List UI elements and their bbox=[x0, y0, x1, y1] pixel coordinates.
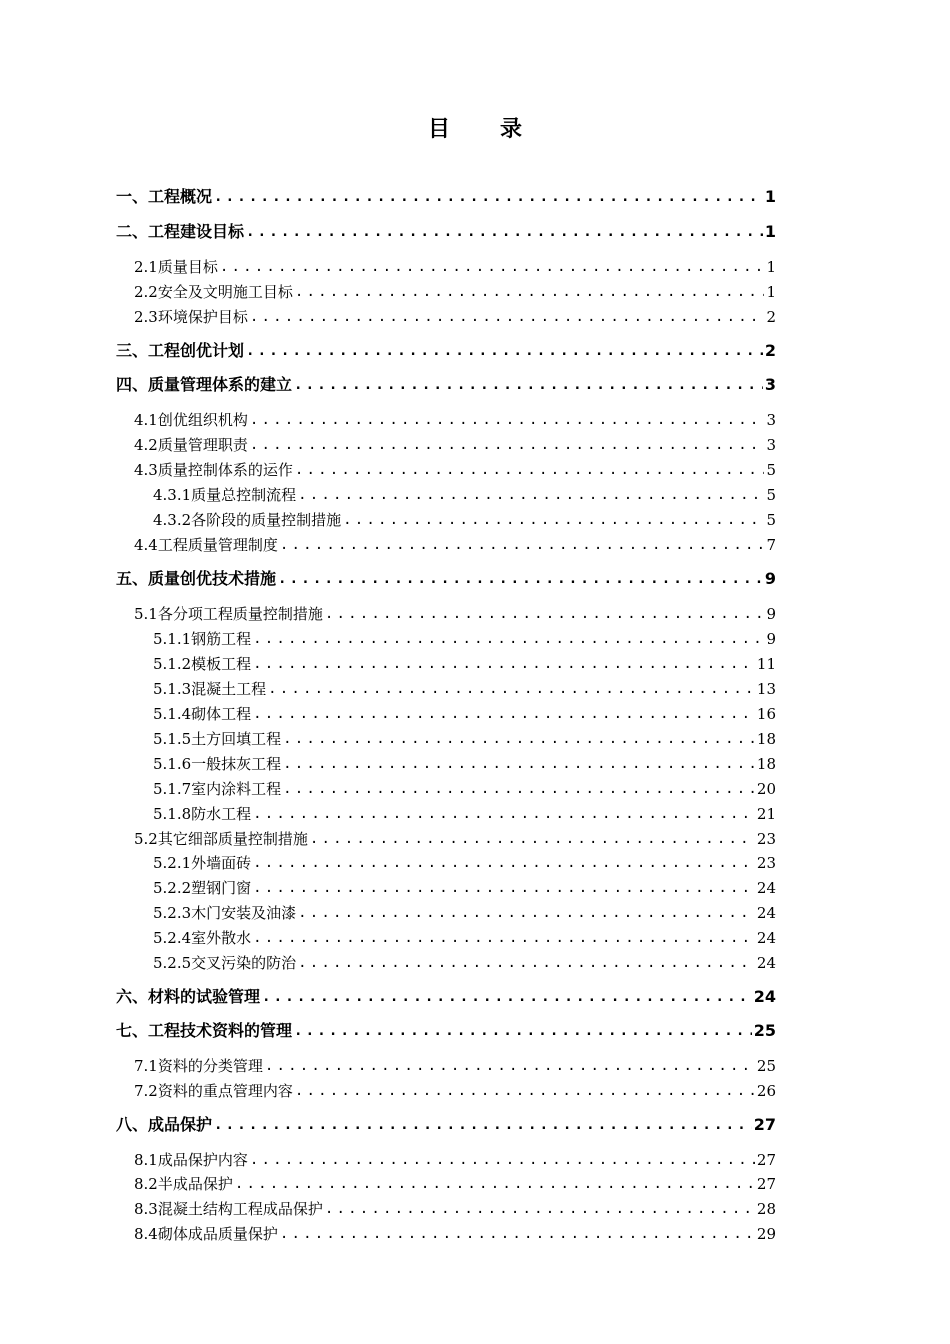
toc-entry[interactable] bbox=[134, 435, 776, 455]
toc-entry-page-number: 25 bbox=[756, 1057, 776, 1075]
toc-entry-title: 8.1成品保护内容 bbox=[134, 1151, 248, 1169]
page-title: 目 录 bbox=[427, 117, 536, 142]
toc-leader-dots bbox=[235, 1174, 755, 1194]
toc-entry-title: 5.1.1钢筋工程 bbox=[153, 630, 252, 648]
toc-entry[interactable] bbox=[153, 510, 776, 530]
toc-entry-title: 一、工程概况 bbox=[116, 187, 213, 206]
toc-entry[interactable] bbox=[134, 307, 776, 327]
toc-entry-page-number: 18 bbox=[756, 755, 776, 773]
toc-entry[interactable] bbox=[134, 1199, 776, 1219]
toc-entry-page-number: 5 bbox=[766, 511, 776, 529]
toc-entry-title: 4.2质量管理职责 bbox=[134, 436, 248, 454]
toc-entry-page-number: 5 bbox=[766, 486, 776, 504]
toc-entry[interactable] bbox=[134, 1174, 776, 1194]
toc-leader-dots bbox=[283, 729, 755, 749]
toc-entry-title: 四、质量管理体系的建立 bbox=[116, 375, 293, 394]
toc-leader-dots bbox=[268, 679, 755, 699]
toc-entry[interactable] bbox=[116, 222, 776, 242]
toc-leader-dots bbox=[298, 485, 764, 505]
toc-leader-dots bbox=[253, 878, 755, 898]
toc-entry-page-number: 13 bbox=[756, 680, 776, 698]
toc-entry-page-number: 23 bbox=[756, 854, 776, 872]
toc-leader-dots bbox=[220, 257, 765, 277]
toc-entry-page-number: 24 bbox=[756, 904, 776, 922]
toc-entry-title: 5.1.6一般抹灰工程 bbox=[153, 755, 282, 773]
toc-entry-title: 5.1.8防水工程 bbox=[153, 805, 252, 823]
toc-entry[interactable] bbox=[134, 282, 776, 302]
toc-entry-title: 4.3质量控制体系的运作 bbox=[134, 461, 293, 479]
toc-entry-title: 7.2资料的重点管理内容 bbox=[134, 1082, 293, 1100]
toc-leader-dots bbox=[283, 779, 755, 799]
toc-entry-page-number: 3 bbox=[766, 436, 776, 454]
toc-entry[interactable] bbox=[134, 257, 776, 277]
toc-entry[interactable] bbox=[116, 341, 776, 361]
toc-entry-page-number: 29 bbox=[756, 1225, 776, 1243]
toc-entry-title: 5.1.4砌体工程 bbox=[153, 705, 252, 723]
toc-entry-title: 八、成品保护 bbox=[116, 1115, 213, 1134]
toc-entry[interactable] bbox=[153, 903, 776, 923]
toc-entry[interactable] bbox=[153, 679, 776, 699]
toc-entry-title: 5.2其它细部质量控制措施 bbox=[134, 830, 308, 848]
toc-leader-dots bbox=[325, 1199, 755, 1219]
toc-entry-title: 8.3混凝土结构工程成品保护 bbox=[134, 1200, 323, 1218]
toc-entry-page-number: 5 bbox=[766, 461, 776, 479]
toc-entry[interactable] bbox=[153, 804, 776, 824]
toc-entry[interactable] bbox=[153, 878, 776, 898]
toc-entry[interactable] bbox=[116, 1021, 776, 1041]
toc-entry-page-number: 26 bbox=[756, 1082, 776, 1100]
toc-entry-page-number: 9 bbox=[766, 630, 776, 648]
toc-entry[interactable] bbox=[116, 987, 776, 1007]
toc-entry-page-number: 1 bbox=[764, 187, 776, 206]
toc-entry[interactable] bbox=[134, 460, 776, 480]
toc-entry[interactable] bbox=[116, 375, 776, 395]
toc-entry[interactable] bbox=[134, 1224, 776, 1244]
toc-entry-title: 七、工程技术资料的管理 bbox=[116, 1021, 293, 1040]
toc-entry-title: 三、工程创优计划 bbox=[116, 341, 245, 360]
toc-leader-dots bbox=[262, 987, 752, 1007]
toc-entry[interactable] bbox=[153, 729, 776, 749]
toc-entry[interactable] bbox=[134, 410, 776, 430]
toc-entry-page-number: 27 bbox=[756, 1175, 776, 1193]
toc-entry-title: 4.4工程质量管理制度 bbox=[134, 536, 278, 554]
toc-entry-title: 5.1.3混凝土工程 bbox=[153, 680, 267, 698]
toc-entry[interactable] bbox=[153, 485, 776, 505]
toc-entry[interactable] bbox=[153, 779, 776, 799]
toc-entry-title: 8.2半成品保护 bbox=[134, 1175, 233, 1193]
toc-entry-page-number: 7 bbox=[766, 536, 776, 554]
toc-leader-dots bbox=[246, 222, 763, 242]
toc-leader-dots bbox=[280, 1224, 755, 1244]
toc-leader-dots bbox=[253, 853, 755, 873]
toc-entry-title: 2.2安全及文明施工目标 bbox=[134, 283, 293, 301]
toc-entry-page-number: 2 bbox=[764, 341, 776, 360]
toc-entry-page-number: 28 bbox=[756, 1200, 776, 1218]
toc-entry-title: 5.2.2塑钢门窗 bbox=[153, 879, 252, 897]
toc-leader-dots bbox=[310, 829, 755, 849]
toc-entry-page-number: 1 bbox=[766, 283, 776, 301]
toc-entry-page-number: 1 bbox=[764, 222, 776, 241]
toc-entry-page-number: 16 bbox=[756, 705, 776, 723]
toc-entry-title: 5.2.1外墙面砖 bbox=[153, 854, 252, 872]
toc-entry-title: 4.3.1质量总控制流程 bbox=[153, 486, 297, 504]
toc-entry-page-number: 1 bbox=[766, 258, 776, 276]
toc-leader-dots bbox=[253, 928, 755, 948]
toc-entry-page-number: 25 bbox=[753, 1021, 776, 1040]
toc-leader-dots bbox=[250, 307, 765, 327]
toc-entry-page-number: 23 bbox=[756, 830, 776, 848]
toc-leader-dots bbox=[253, 704, 755, 724]
toc-leader-dots bbox=[250, 1150, 755, 1170]
toc-entry[interactable] bbox=[153, 928, 776, 948]
toc-leader-dots bbox=[295, 1081, 755, 1101]
toc-entry-page-number: 24 bbox=[756, 929, 776, 947]
toc-entry-page-number: 24 bbox=[756, 879, 776, 897]
toc-entry-page-number: 11 bbox=[756, 655, 776, 673]
toc-entry-page-number: 27 bbox=[753, 1115, 776, 1134]
toc-entry-page-number: 27 bbox=[756, 1151, 776, 1169]
toc-entry[interactable] bbox=[134, 1150, 776, 1170]
toc-leader-dots bbox=[250, 435, 765, 455]
toc-entry[interactable] bbox=[153, 754, 776, 774]
toc-entry[interactable] bbox=[134, 1056, 776, 1076]
toc-entry-page-number: 21 bbox=[756, 805, 776, 823]
toc-entry-title: 7.1资料的分类管理 bbox=[134, 1057, 263, 1075]
toc-leader-dots bbox=[298, 953, 755, 973]
toc-entry-page-number: 2 bbox=[766, 308, 776, 326]
toc-entry-title: 5.2.3木门安装及油漆 bbox=[153, 904, 297, 922]
toc-entry-page-number: 9 bbox=[766, 605, 776, 623]
toc-leader-dots bbox=[283, 754, 755, 774]
toc-entry[interactable] bbox=[153, 704, 776, 724]
toc-leader-dots bbox=[294, 1021, 752, 1041]
toc-entry[interactable] bbox=[116, 187, 776, 207]
toc-entry-page-number: 3 bbox=[766, 411, 776, 429]
toc-leader-dots bbox=[278, 569, 763, 589]
toc-entry-title: 5.1.5土方回填工程 bbox=[153, 730, 282, 748]
toc-entry-title: 2.1质量目标 bbox=[134, 258, 218, 276]
toc-entry-title: 5.1.7室内涂料工程 bbox=[153, 780, 282, 798]
toc-entry-page-number: 24 bbox=[753, 987, 776, 1006]
toc-entry-title: 5.2.4室外散水 bbox=[153, 929, 252, 947]
toc-leader-dots bbox=[250, 410, 765, 430]
toc-leader-dots bbox=[298, 903, 755, 923]
toc-entry-page-number: 9 bbox=[764, 569, 776, 588]
toc-leader-dots bbox=[214, 1115, 752, 1135]
toc-entry-page-number: 18 bbox=[756, 730, 776, 748]
toc-leader-dots bbox=[343, 510, 764, 530]
toc-leader-dots bbox=[214, 187, 763, 207]
toc-entry[interactable] bbox=[116, 569, 776, 589]
toc-entry[interactable] bbox=[153, 853, 776, 873]
toc-entry-title: 二、工程建设目标 bbox=[116, 222, 245, 241]
toc-entry-title: 5.1.2模板工程 bbox=[153, 655, 252, 673]
toc-entry-title: 六、材料的试验管理 bbox=[116, 987, 261, 1006]
toc-entry[interactable] bbox=[153, 654, 776, 674]
toc-entry[interactable] bbox=[134, 1081, 776, 1101]
toc-entry[interactable] bbox=[134, 829, 776, 849]
toc-leader-dots bbox=[295, 282, 765, 302]
toc-leader-dots bbox=[325, 604, 765, 624]
toc-entry-title: 五、质量创优技术措施 bbox=[116, 569, 277, 588]
toc-entry[interactable] bbox=[134, 604, 776, 624]
toc-leader-dots bbox=[294, 375, 763, 395]
toc-entry-title: 4.3.2各阶段的质量控制措施 bbox=[153, 511, 342, 529]
toc-entry-title: 5.1各分项工程质量控制措施 bbox=[134, 605, 323, 623]
toc-leader-dots bbox=[253, 804, 755, 824]
toc-entry[interactable] bbox=[153, 953, 776, 973]
toc-entry-title: 4.1创优组织机构 bbox=[134, 411, 248, 429]
toc-leader-dots bbox=[295, 460, 765, 480]
toc-entry[interactable] bbox=[116, 1115, 776, 1135]
toc-leader-dots bbox=[265, 1056, 755, 1076]
toc-entry[interactable] bbox=[134, 535, 776, 555]
toc-leader-dots bbox=[280, 535, 765, 555]
toc-leader-dots bbox=[253, 654, 755, 674]
toc-entry-page-number: 24 bbox=[756, 954, 776, 972]
toc-entry-page-number: 20 bbox=[756, 780, 776, 798]
toc-leader-dots bbox=[253, 629, 764, 649]
toc-entry-title: 8.4砌体成品质量保护 bbox=[134, 1225, 278, 1243]
toc-entry-title: 2.3环境保护目标 bbox=[134, 308, 248, 326]
toc-entry-page-number: 3 bbox=[764, 375, 776, 394]
toc-entry[interactable] bbox=[153, 629, 776, 649]
toc-leader-dots bbox=[246, 341, 763, 361]
toc-entry-title: 5.2.5交叉污染的防治 bbox=[153, 954, 297, 972]
